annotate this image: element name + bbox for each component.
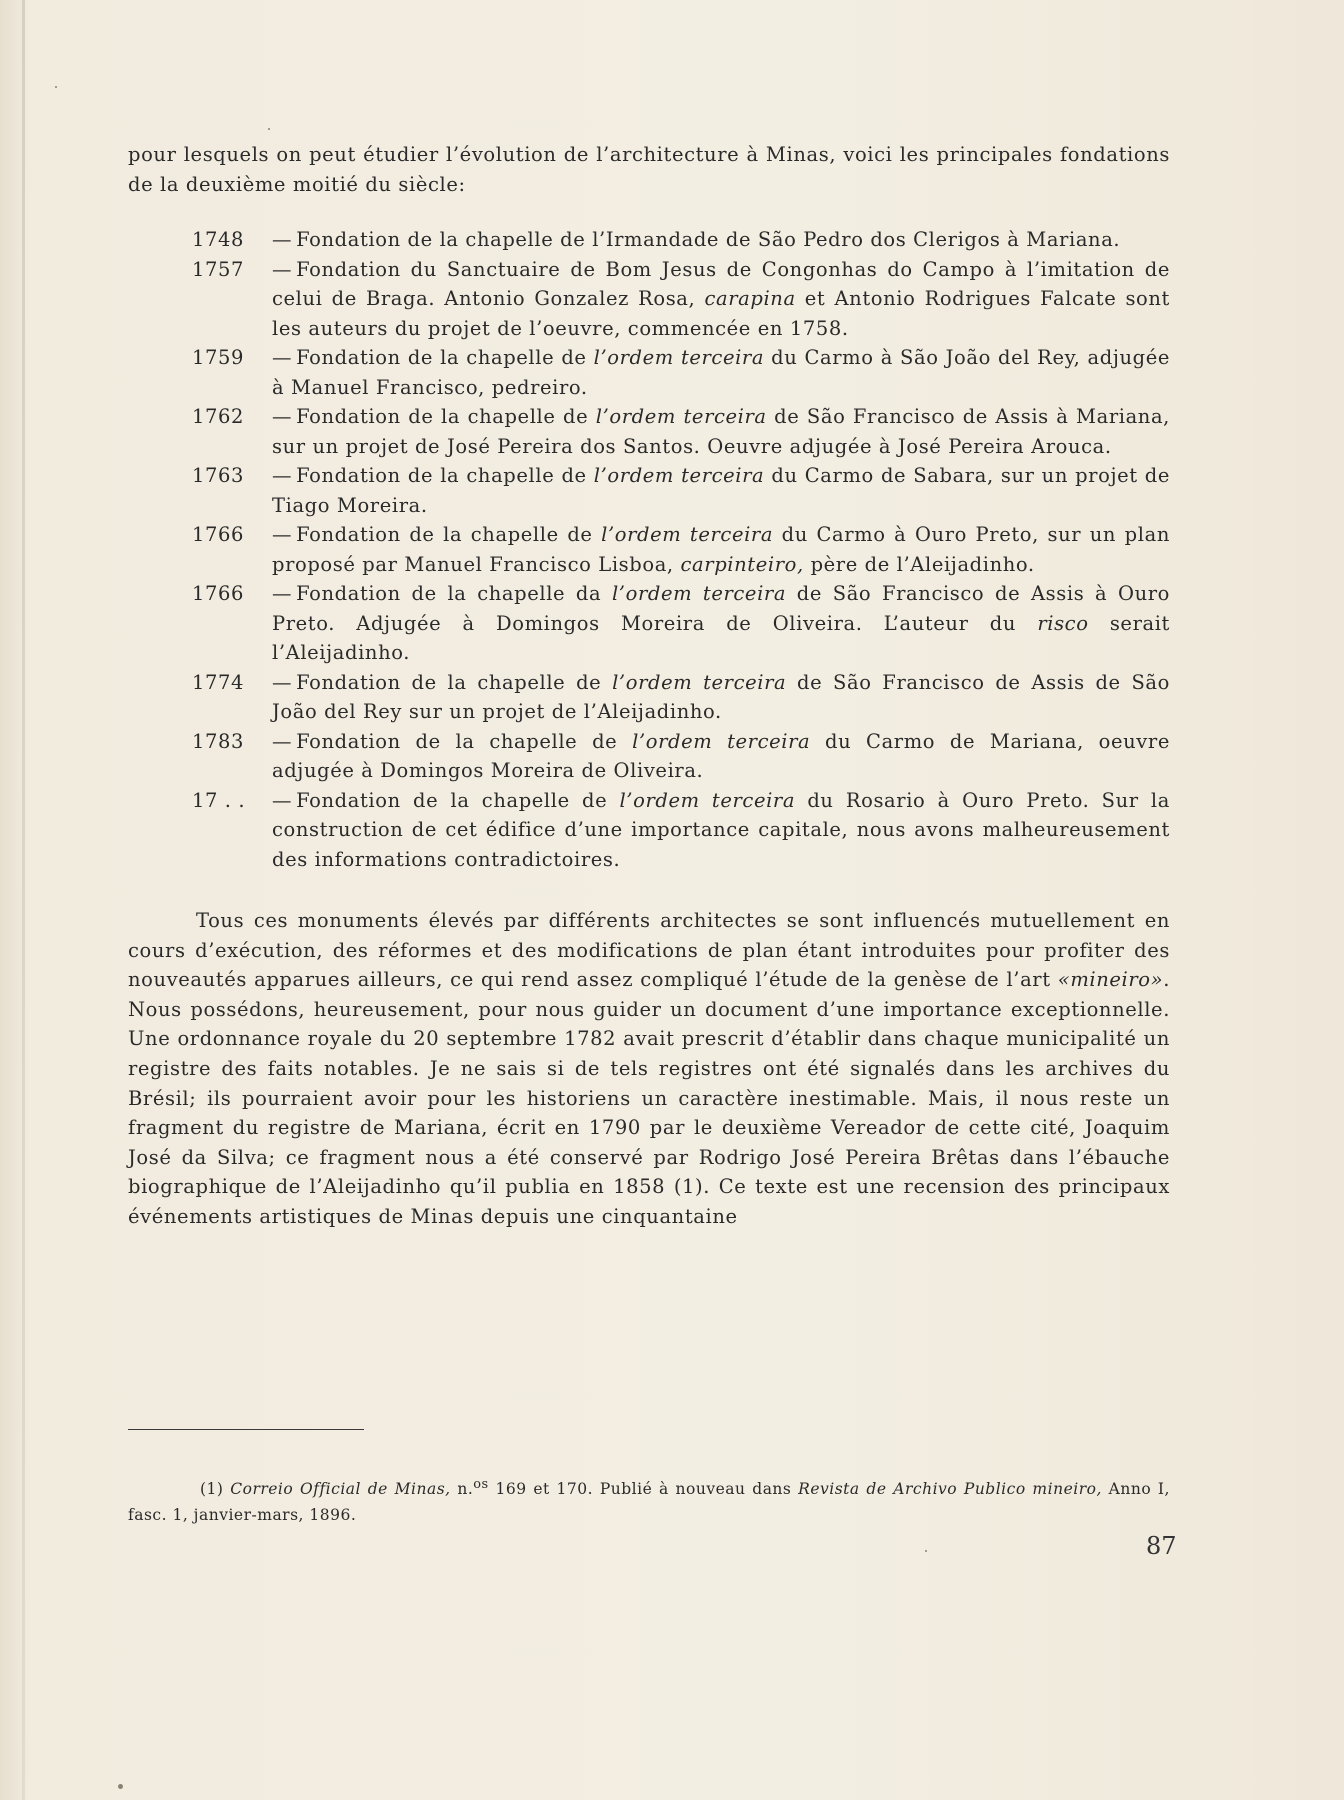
footnote-rule [128, 1429, 364, 1430]
entry-year: 1763 [192, 464, 245, 487]
list-item [192, 343, 1170, 402]
paper-speck [55, 86, 57, 88]
entry-text: — Fondation de la chapelle de l’ordem terceira de São Francisco de Assis à Mariana, sur un projet de José Pereira dos Santos. Oeuvre adjugée à José Pereira Arouca. [272, 405, 1170, 458]
entry-text: — Fondation de la chapelle de l’Irmandade de São Pedro dos Clerigos à Mariana. [272, 228, 1121, 251]
list-item [192, 461, 1170, 520]
entry-year: 1766 [192, 523, 245, 546]
page-number: 87 [1146, 1532, 1177, 1560]
list-item [192, 402, 1170, 461]
foundation-list [192, 225, 1170, 874]
entry-year: 1757 [192, 257, 245, 281]
list-item [192, 255, 1170, 344]
entry-text: — Fondation de la chapelle de l’ordem terceira du Carmo de Mariana, oeuvre adjugée à Domingos Moreira de Oliveira. [272, 729, 1170, 782]
paper-speck [268, 128, 270, 130]
main-text [128, 140, 1170, 1232]
entry-year: 1766 [192, 582, 245, 605]
entry-text: — Fondation de la chapelle de l’ordem terceira du Carmo à São João del Rey, adjugée à Manuel Francisco, pedreiro. [272, 346, 1170, 399]
entry-year: 1774 [192, 670, 245, 694]
entry-year: 17 . . [192, 788, 246, 812]
entry-text: — Fondation de la chapelle de l’ordem terceira du Rosario à Ouro Preto. Sur la construction de cet édifice d’une importance capitale, nous avons malheureusement des informations contradictoires. [272, 788, 1170, 871]
list-item [192, 786, 1170, 875]
list-item [192, 727, 1170, 786]
entry-text: — Fondation de la chapelle da l’ordem terceira de São Francisco de Assis à Ouro Preto. Adjugée à Domingos Moreira de Oliveira. L’auteur du risco serait l’Aleijadinho. [272, 582, 1171, 664]
binding-edge [22, 0, 25, 1800]
entry-text: — Fondation de la chapelle de l’ordem terceira de São Francisco de Assis de São João del Rey sur un projet de l’Aleijadinho. [272, 670, 1170, 723]
entry-text: — Fondation de la chapelle de l’ordem terceira du Carmo à Ouro Preto, sur un plan proposé par Manuel Francisco Lisboa, carpinteiro, père de l’Aleijadinho. [272, 523, 1170, 576]
list-item [192, 579, 1170, 668]
entry-text: — Fondation du Sanctuaire de Bom Jesus de Congonhas do Campo à l’imitation de celui de Braga. Antonio Gonzalez Rosa, carapina et Antonio Rodrigues Falcate sont les auteurs du projet de l’oeuvre, commencée en 1758. [272, 257, 1170, 340]
entry-year: 1759 [192, 346, 245, 369]
entry-year: 1748 [192, 228, 245, 251]
paper-speck [118, 1784, 123, 1789]
body-paragraph: Tous ces monuments élevés par différents architectes se sont influencés mutuellement en cours d’exécution, des réformes et des modifications de plan étant introduites pour profiter des nouveautés apparues ailleurs, ce qui rend assez compliqué l’étude de la genèse de l’art «mineiro». Nous possédons, heureusement, pour nous guider un document d’une importance exceptionnelle. Une ordonnance royale du 20 septembre 1782 avait prescrit d’établir dans chaque municipalité un registre des faits notables. Je ne sais si de tels registres ont été signalés dans les archives du Brésil; ils pourraient avoir pour les historiens un caractère inestimable. Mais, il nous reste un fragment du registre de Mariana, écrit en 1790 par le deuxième Vereador de cette cité, Joaquim José da Silva; ce fragment nous a été conservé par Rodrigo José Pereira Brêtas dans l’ébauche biographique de l’Aleijadinho qu’il publia en 1858 (1). Ce texte est une recension des principaux événements artistiques de Minas depuis une cinquantaine [128, 909, 1170, 1228]
entry-year: 1783 [192, 729, 245, 753]
entry-year: 1762 [192, 405, 245, 428]
footnote: (1) Correio Official de Minas, n.$^{os}$ 169 et 170. Publié à nouveau dans Revista de Archivo Publico mineiro, Anno I, fasc. 1, janvier-mars, 1896. [128, 1476, 1170, 1524]
list-item [192, 520, 1170, 579]
intro-paragraph: pour lesquels on peut étudier l’évolution de l’architecture à Minas, voici les principales fondations de la deuxième moitié du siècle: [128, 143, 1170, 196]
paper-speck [925, 1550, 927, 1552]
list-item [192, 668, 1170, 727]
list-item [192, 225, 1170, 255]
entry-text: — Fondation de la chapelle de l’ordem terceira du Carmo de Sabara, sur un projet de Tiago Moreira. [272, 464, 1171, 517]
